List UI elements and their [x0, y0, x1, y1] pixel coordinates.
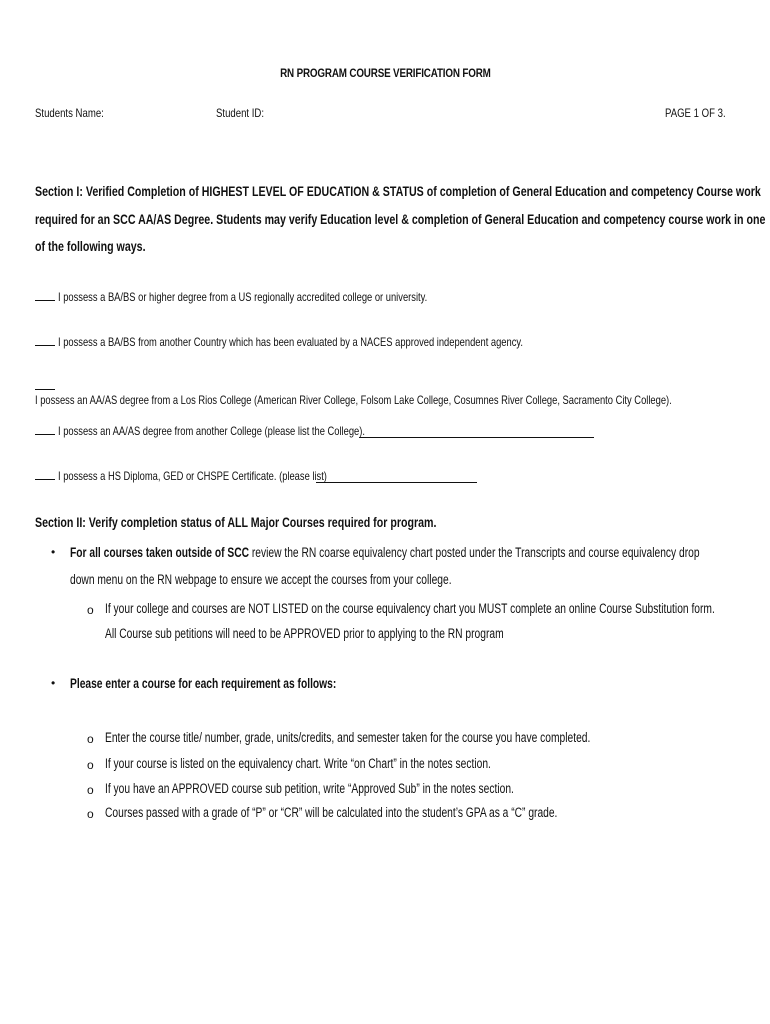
sub-bullet-circle: o	[87, 732, 94, 746]
bullet1-line2: down menu on the RN webpage to ensure we accept the courses from your college.	[70, 572, 452, 587]
bullet1-line1: For all courses taken outside of SCC review the RN coarse equivalency chart posted under the Transcripts and course equivalency drop	[70, 545, 700, 560]
certificate-field[interactable]	[316, 482, 477, 483]
section1-heading-line2: required for an SCC AA/AS Degree. Students may verify Education level & completion of General Education and competency course work in one	[35, 211, 766, 227]
bullet-dot: •	[51, 676, 56, 690]
option-ba-us[interactable]: I possess a BA/BS or higher degree from a US regionally accredited college or university.	[35, 289, 532, 304]
checkbox-blank[interactable]	[35, 334, 55, 346]
sub-bullet-circle: o	[87, 603, 94, 617]
college-name-field[interactable]	[359, 437, 594, 438]
checkbox-blank[interactable]	[35, 468, 55, 480]
bullet-dot: •	[51, 545, 56, 559]
bullet1-sub-line2: All Course sub petitions will need to be APPROVED prior to applying to the RN program	[105, 626, 504, 641]
page-title: RN PROGRAM COURSE VERIFICATION FORM	[279, 66, 491, 80]
student-id-label: Student ID:	[216, 106, 265, 120]
sub-bullet-circle: o	[87, 758, 94, 772]
checkbox-blank[interactable]	[35, 289, 55, 301]
option-ba-foreign[interactable]: I possess a BA/BS from another Country which has been evaluated by a NACES approved independent agency.	[35, 334, 654, 349]
sub-item-1: Enter the course title/ number, grade, units/credits, and semester taken for the course you have completed.	[105, 730, 591, 745]
students-name-label: Students Name:	[35, 106, 104, 120]
option-aa-other[interactable]: I possess an AA/AS degree from another College (please list the College).	[35, 423, 452, 438]
sub-bullet-circle: o	[87, 807, 94, 821]
sub-bullet-circle: o	[87, 783, 94, 797]
page-number: PAGE 1 OF 3.	[665, 106, 726, 120]
option-hs-diploma[interactable]: I possess a HS Diploma, GED or CHSPE Certificate. (please list)	[35, 468, 403, 483]
checkbox-blank[interactable]	[35, 423, 55, 435]
bullet2-text: Please enter a course for each requirement as follows:	[70, 676, 337, 691]
checkbox-blank[interactable]	[35, 378, 55, 390]
section1-heading-line1: Section I: Verified Completion of HIGHEST LEVEL OF EDUCATION & STATUS of completion of General Education and competency Course work	[35, 183, 761, 199]
option-aa-los-rios[interactable]: I possess an AA/AS degree from a Los Rios College (American River College, Folsom Lake College, Cosumnes River College, Sacramento City College).	[35, 378, 770, 407]
sub-item-2: If your course is listed on the equivalency chart. Write “on Chart” in the notes section.	[105, 756, 491, 771]
sub-item-4: Courses passed with a grade of “P” or “CR” will be calculated into the student’s GPA as a “C” grade.	[105, 805, 558, 820]
section2-heading: Section II: Verify completion status of ALL Major Courses required for program.	[35, 514, 437, 530]
sub-item-3: If you have an APPROVED course sub petition, write “Approved Sub” in the notes section.	[105, 781, 514, 796]
bullet1-sub-line1: If your college and courses are NOT LISTED on the course equivalency chart you MUST complete an online Course Substitution form.	[105, 601, 715, 616]
section1-heading-line3: of the following ways.	[35, 238, 146, 254]
